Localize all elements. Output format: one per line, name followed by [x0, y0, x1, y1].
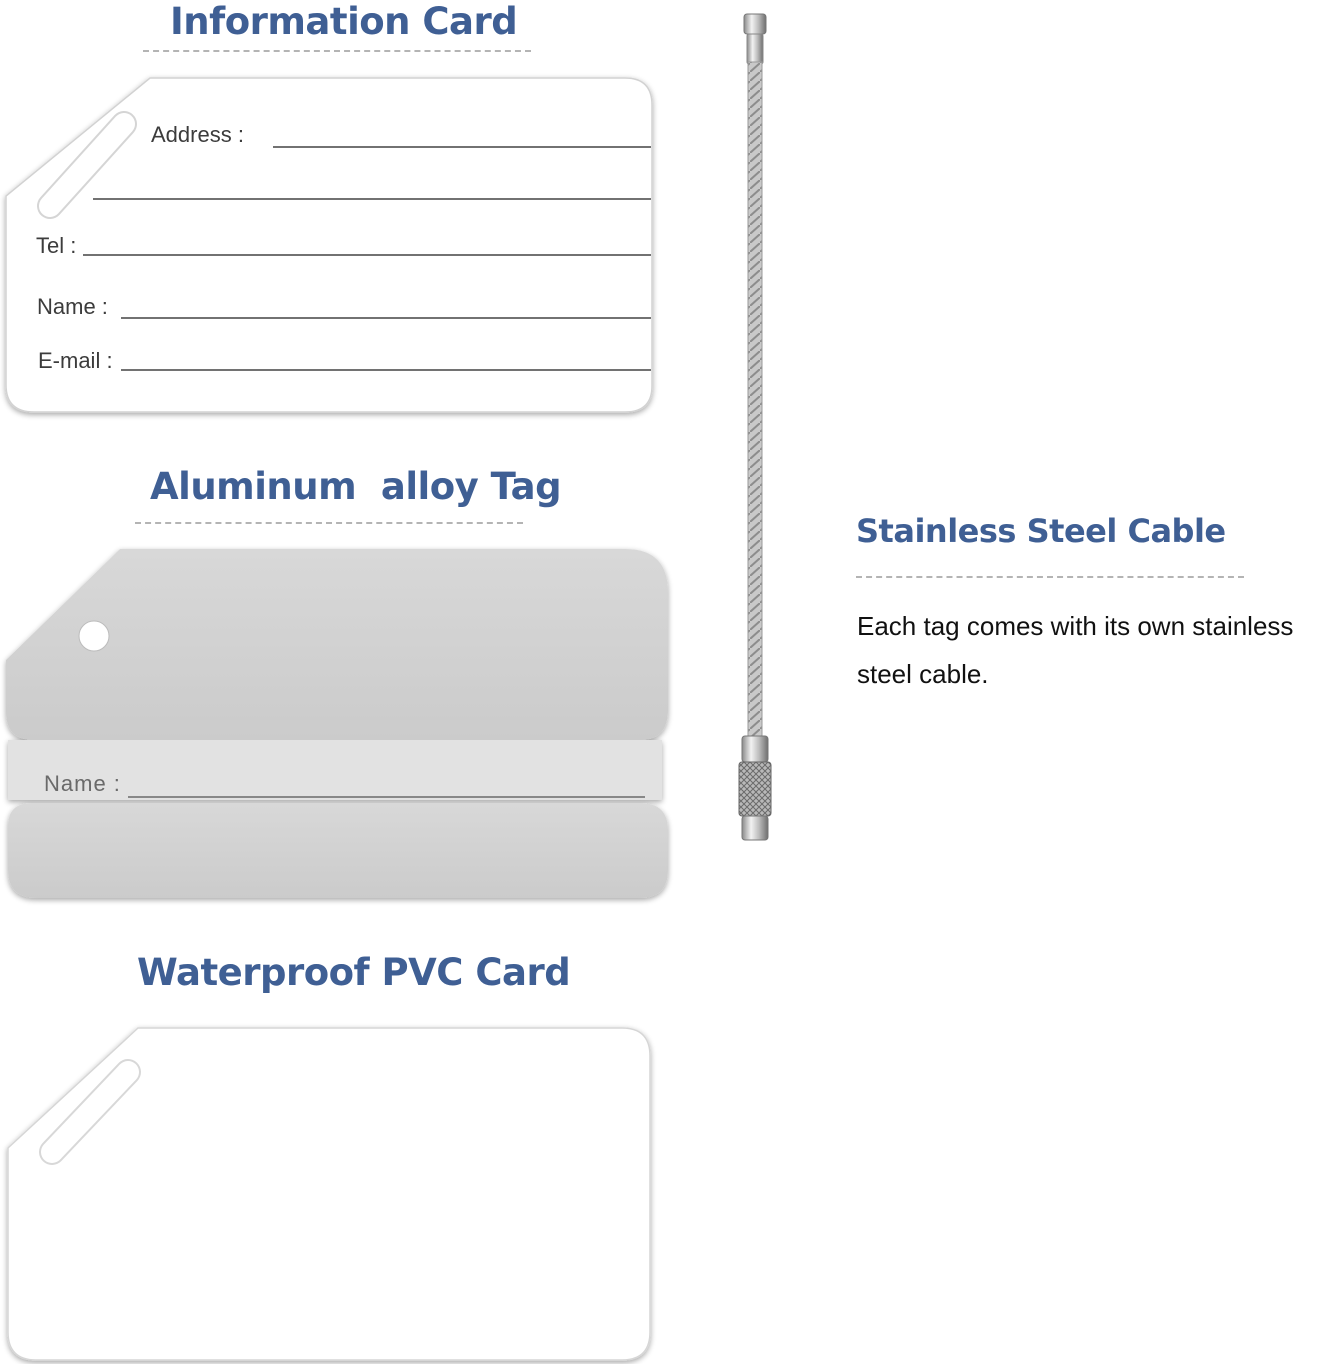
email-label: E-mail :: [38, 348, 113, 373]
cable-end-cap: [742, 816, 768, 840]
aluminum-tag-name-label: Name :: [44, 771, 121, 796]
cable-screw-cap-top: [744, 14, 766, 34]
information-card-title: Information Card: [170, 0, 518, 43]
cable-title: Stainless Steel Cable: [856, 512, 1226, 550]
information-card-divider: [143, 50, 531, 52]
aluminum-tag-hole-icon: [79, 621, 109, 651]
cable-knurled-nut: [739, 762, 771, 816]
cable-description: Each tag comes with its own stainless steel cable.: [857, 611, 1294, 689]
address-label: Address :: [151, 122, 244, 147]
cable-wire: [748, 62, 762, 740]
name-label: Name :: [37, 294, 108, 319]
aluminum-tag: [6, 549, 668, 898]
cable-ferrule-top: [747, 34, 763, 64]
pvc-card: [8, 1028, 650, 1360]
cable-divider: [856, 576, 1244, 578]
steel-cable: [739, 14, 771, 840]
cable-ferrule-bottom: [742, 736, 768, 762]
aluminum-tag-divider: [135, 522, 523, 524]
pvc-card-title: Waterproof PVC Card: [137, 951, 571, 994]
aluminum-tag-title: Aluminum alloy Tag: [150, 465, 562, 508]
tel-label: Tel :: [36, 233, 77, 258]
